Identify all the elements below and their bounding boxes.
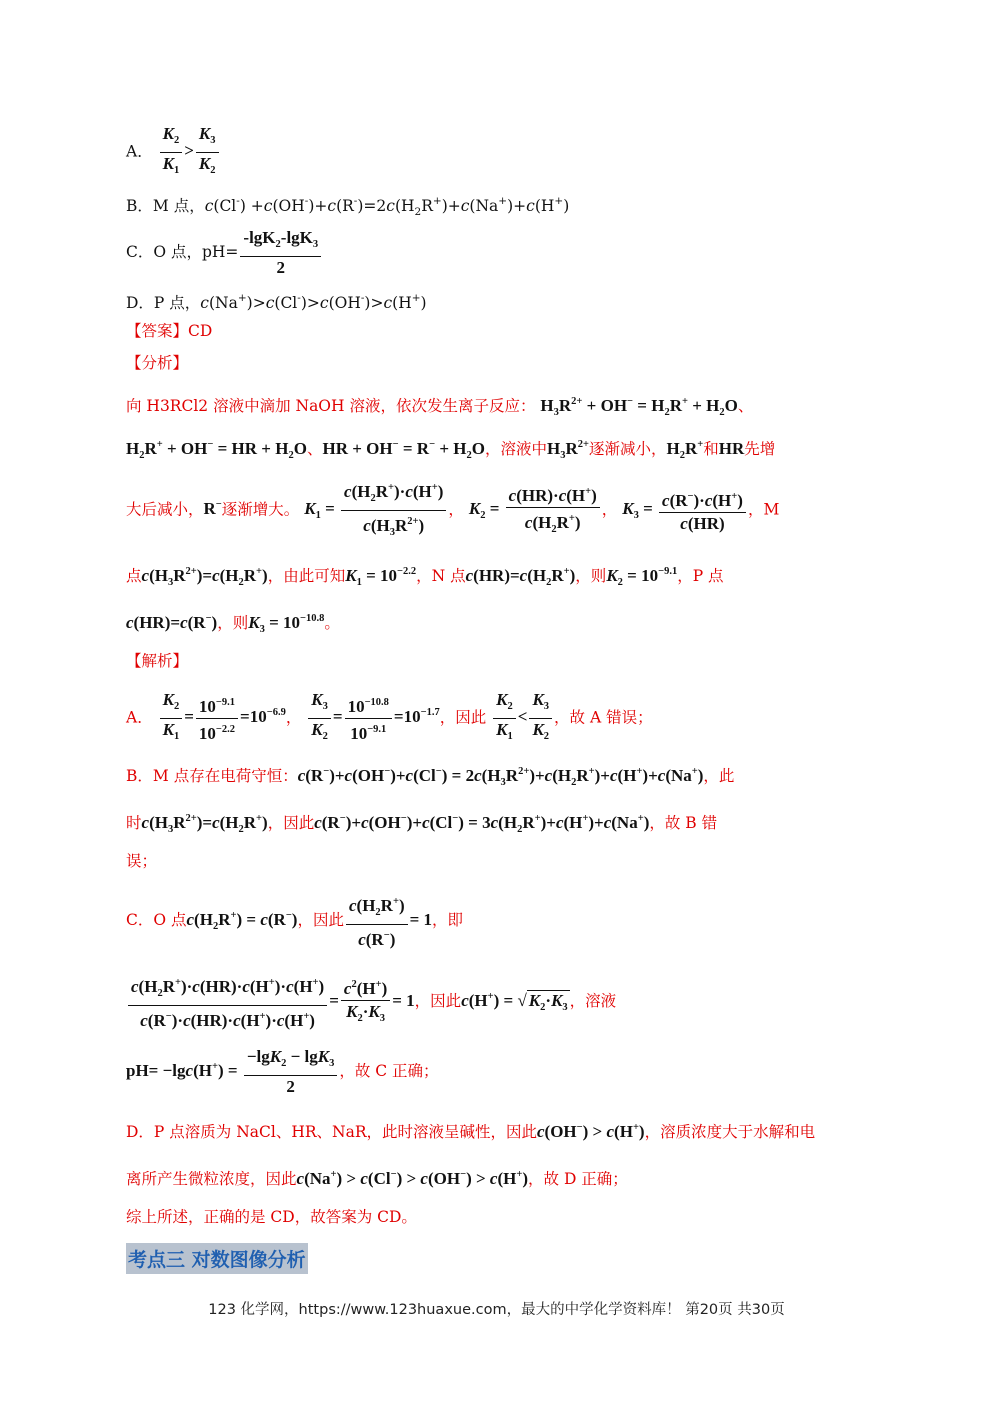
analysis-line-2: $H_2R^+ + OH^-$ = HR + $H_2O$、HR + $OH^- = R^- + H_2O$，溶液中$H_3R^{2+}$逐渐减小，$H_2R^+$和HR先增 <box>126 439 776 461</box>
option-b: B．M 点，$c(Cl^-) +c(OH^-)+c(R^-)=2c(H_2R^+)+c(Na^+)+c(H^+)$ <box>126 195 570 218</box>
explain-c-2: $\frac{c(H_2R^+)\cdot c(HR)\cdot c(H^+)\cdot c(H^+)}{c(R^-)\cdot c(HR)\cdot c(H^+)\cdot c(H^+)}$ = $\frac{c^2(H^+)}{K_2\cdot K_3}$ = 1，因此c(H+) = √ $K_2\cdot K_3$ ，溶液 <box>126 973 903 1031</box>
explain-heading: 【解析】 <box>126 652 189 670</box>
option-b-formula: $c(Cl^-) +c(OH^-)+c(R^-)=2c(H_2R^+)+c(Na^+)+c(H^+)$ <box>204 195 570 218</box>
analysis-line-4: 点$c(H_3R^{2+})=c(H_2R^+)$，由此可知$K_1 = 10^{-2.2}$，N 点$c(HR)=c(H_2R^+)$，则$K_2 = 10^{-9.1}$，P 点 <box>126 566 724 588</box>
option-d-formula: c(Na+)>c(Cl-)>c(OH-)>c(H+) <box>200 292 427 312</box>
analysis-line-5: c(HR)=c(R−)，则$K_3 = 10^{-10.8}$。 <box>126 613 340 635</box>
reaction-3: HR + $OH^- = R^- + H_2O$ <box>322 439 485 461</box>
explain-b-2: 时$c(H_3R^{2+})=c(H_2R^+)$，因此$c(R^-)+c(OH^-)+c(Cl^-) = 3c(H_2R^+)+c(H^+)+c(Na^+)$，故 B 错 <box>126 813 718 835</box>
option-c: C．O 点，pH= $\frac{-\lg K_2-\lg K_3}{2}$ <box>126 228 903 278</box>
explain-a: A． $\frac{K_2}{K_1}$ = $\frac{10^{-9.1}}{10^{-2.2}}$ $=10^{-6.9}$， $\frac{K_3}{K_2}$ = $\frac{10^{-10.8}}{10^{-9.1}}$ $=10^{-1.7}$，因此 $\frac{K_2}{K_1}$ < $\frac{K_3}{K_2}$ ，故 A 错误； <box>126 690 653 743</box>
explain-b-3: 误； <box>126 852 158 870</box>
option-c-formula: $\frac{-\lg K_2-\lg K_3}{2}$ <box>240 228 321 278</box>
analysis-line-3: 大后减小，R−逐渐增大。 $K_1$ = $\frac{c(H_2R^+)\cdot c(H^+)}{c(H_3R^{2+})}$ ， $K_2$ = $\frac{c(HR)\cdot c(H^+)}{c(H_2R^+)}$ ， $K_3$ = $\frac{c(R^-)\cdot c(H^+)}{c(HR)}$ ，M <box>126 478 903 543</box>
explain-d: D．P 点溶质为 NaCl、HR、NaR，此时溶液呈碱性，因此c(OH−) > c(H+)，溶质浓度大于水解和电 <box>126 1122 816 1141</box>
option-d: D．P 点，c(Na+)>c(Cl-)>c(OH-)>c(H+) <box>126 292 427 312</box>
analysis-line-1: 向 H3RCl2 溶液中滴加 NaOH 溶液，依次发生离子反应： $H_3R^{2+} + OH^- = H_2R^+ + H_2O$、 <box>126 396 754 418</box>
explain-c-3: pH= −lgc(H+) = $\frac{-\lg K_2 - \lg K_3}{2}$ ，故 C 正确； <box>126 1047 439 1096</box>
analysis-heading: 【分析】 <box>126 354 189 372</box>
explain-c: C．O 点$c(H_2R^+) = c(R^-)$，因此 $\frac{c(H_2R^+)}{c(R^-)}$ = 1，即 <box>126 892 903 950</box>
summary: 综上所述，正确的是 CD，故答案为 CD。 <box>126 1208 417 1226</box>
explain-d-2: 离所产生微粒浓度，因此c(Na+) > c(Cl−) > c(OH−) > c(H+)，故 D 正确； <box>126 1169 628 1188</box>
section-title: 考点三 对数图像分析 <box>126 1243 308 1274</box>
explain-b: B．M 点存在电荷守恒：$c(R^-)+c(OH^-)+c(Cl^-) = 2c(H_3R^{2+})+c(H_2R^+)+c(H^+)+c(Na^+)$，此 <box>126 766 735 788</box>
k1-expression: $K_1$ = $\frac{c(H_2R^+)\cdot c(H^+)}{c(H_3R^{2+})}$ <box>304 499 448 518</box>
k3-expression: $K_3$ = $\frac{c(R^-)\cdot c(H^+)}{c(HR)}$ <box>622 499 748 518</box>
option-a-formula: $\frac{K_2}{K_1}$ > $\frac{K_3}{K_2}$ <box>158 141 221 160</box>
answer-line: 【答案】CD <box>126 322 213 340</box>
option-a: A． $\frac{K_2}{K_1}$ > $\frac{K_3}{K_2}$ <box>126 124 903 181</box>
page-footer: 123 化学网，https://www.123huaxue.com，最大的中学化学资料库！ 第20页 共30页 <box>208 1302 785 1318</box>
reaction-1: $H_3R^{2+} + OH^- = H_2R^+ + H_2O$ <box>540 396 738 418</box>
k2-expression: $K_2$ = $\frac{c(HR)\cdot c(H^+)}{c(H_2R^+)}$ <box>469 499 602 518</box>
answer-value: CD <box>188 322 213 340</box>
reaction-2: $H_2R^+ + OH^-$ = HR + $H_2O$ <box>126 439 307 461</box>
